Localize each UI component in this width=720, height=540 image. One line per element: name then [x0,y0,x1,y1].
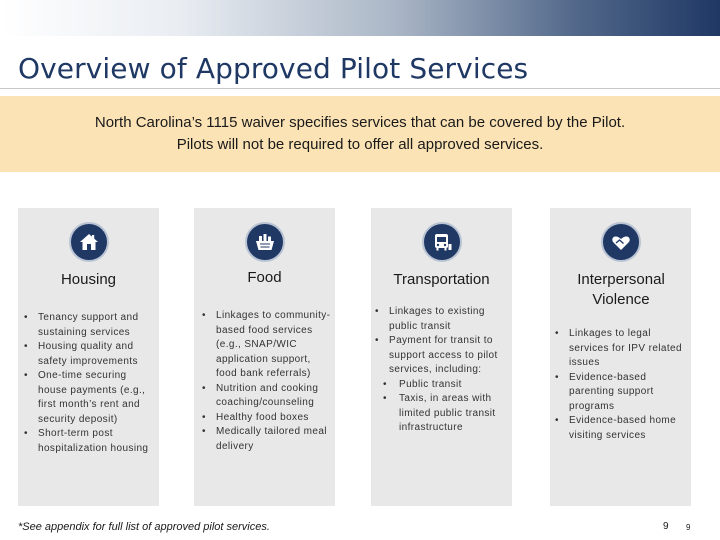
list-item: • Tenancy support and sustaining services [24,311,154,340]
card-title-food: Food [247,269,282,286]
food-basket-icon [245,222,285,262]
card-title-interpersonal-violence: Interpersonal Violence [577,271,665,308]
card-title-housing: Housing [60,271,117,288]
header-gradient-bar [0,0,720,36]
footnote: *See appendix for full list of approved pilot services. [18,521,270,533]
service-card-food [194,208,335,506]
page-number: 9 [663,521,669,532]
list-item: • Evidence-based parenting support programs [555,371,691,415]
title-divider [0,88,720,89]
service-card-transportation [371,208,512,506]
list-item: • Evidence-based home visiting services [555,414,691,443]
banner-line-1: North Carolina’s 1115 waiver specifies services that can be covered by the Pilot. [94,114,626,131]
list-item: • Short-term post hospitalization housing [24,427,154,456]
list-sub-item: • Taxis, in areas with limited public transit infrastructure [375,392,509,436]
banner-line-2: Pilots will not be required to offer all approved services. [176,136,544,153]
list-item: • Linkages to community-based food services (e.g., SNAP/WIC application support, food bank referrals) [202,309,332,382]
food-service-list [202,309,332,454]
list-item: • Payment for transit to support access to pilot services, including: [375,334,509,378]
summary-banner [0,96,720,172]
service-card-housing [18,208,159,506]
house-icon [69,222,109,262]
service-card-interpersonal-violence [550,208,691,506]
list-sub-item: • Public transit [375,378,509,393]
list-item: • Linkages to legal services for IPV related issues [555,327,691,371]
page-number-secondary: 9 [686,523,691,532]
list-item: • Medically tailored meal delivery [202,425,332,454]
list-item: • Nutrition and cooking coaching/counseling [202,382,332,411]
page-title: Overview of Approved Pilot Services [18,52,529,85]
housing-service-list [24,311,154,456]
ipv-service-list [555,327,691,443]
list-item: • One-time securing house payments (e.g., first month’s rent and security deposit) [24,369,154,427]
bus-icon [422,222,462,262]
list-item: • Linkages to existing public transit [375,305,509,334]
heart-hand-icon [601,222,641,262]
list-item: • Healthy food boxes [202,411,332,426]
transportation-service-list [375,305,509,436]
list-item: • Housing quality and safety improvements [24,340,154,369]
card-title-transportation: Transportation [393,271,490,288]
